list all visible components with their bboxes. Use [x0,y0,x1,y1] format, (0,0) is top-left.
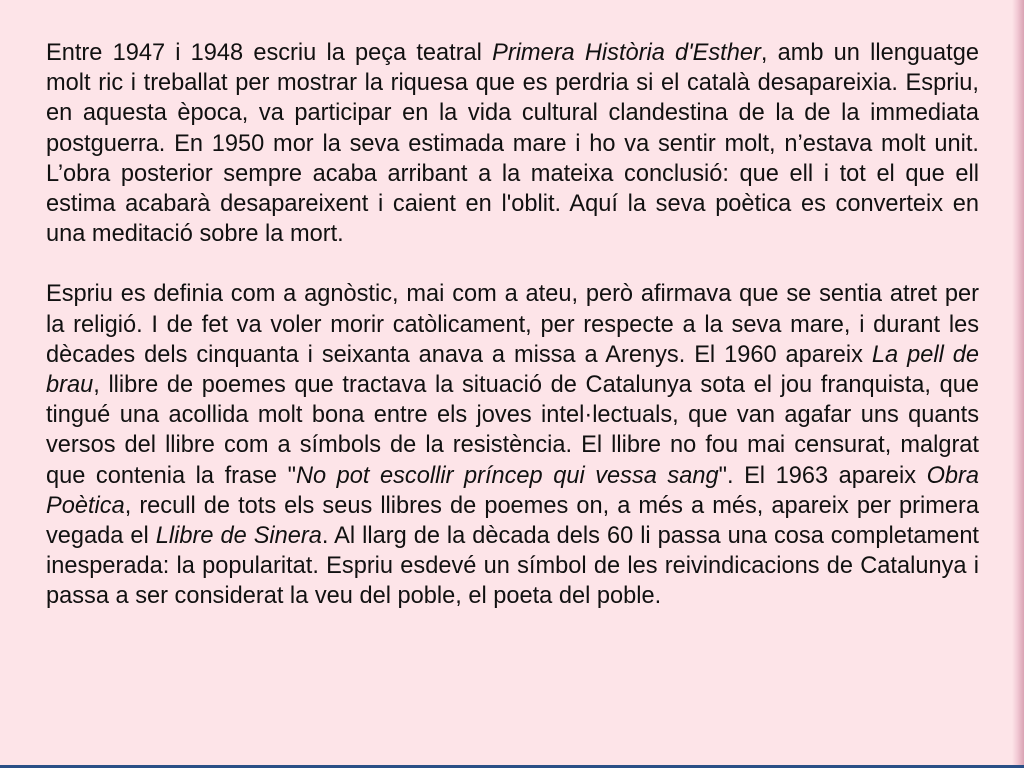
paragraph-2-segment-7: , recull de tots els seus llibres de poemes on, a més a més, apareix per primera vegada el [46,492,979,550]
title-la-pell-de-brau: La pell de brau [46,341,979,399]
paragraph-2-segment-3: , llibre de poemes que tractava la situació de Catalunya sota el jou franquista, que tingué una acollida molt bona entre els joves intel·lectuals, que van agafar uns quants versos del llibre com a símbols de la resistència. El llibre no fou mai censurat, malgrat que contenia la frase " [46,372,979,489]
quote-no-pot-escollir: No pot escollir príncep qui vessa sang [295,462,719,489]
paragraph-2-segment-1: Espriu es definia com a agnòstic, mai com a ateu, però afirmava que se sentia atret per la religió. I de fet va voler morir catòlicament, per respecte a la seva mare, i durant les dècades dels cinquanta i seixanta anava a missa a Arenys. El 1960 apareix [46,281,979,368]
body-text [46,38,979,612]
title-obra-poetica: Obra Poètica [46,462,980,519]
title-llibre-de-sinera: Llibre de Sinera [155,523,322,550]
paragraph-1-segment-3: , amb un llenguatge molt ric i treballat per mostrar la riquesa que es perdria si el català desapareixia. Espriu, en aquesta època, va participar en la vida cultural clandestina de la de la immediata postguerra. En 1950 mor la seva estimada mare i ho va sentir molt, n’estava molt unit. L’obra posterior sempre acaba arribant a la mateixa conclusió: que ell i tot el que ell estima acabarà desapareixent i caient en l'oblit. Aquí la seva poètica es converteix en una meditació sobre la mort. [46,40,979,248]
paragraph-1-segment-1: Entre 1947 i 1948 escriu la peça teatral [46,40,493,66]
paragraph-2 [46,279,979,611]
right-edge-shadow [1012,0,1024,768]
paragraph-2-segment-9: . Al llarg de la dècada dels 60 li passa una cosa completament inesperada: la popularitat. Espriu esdevé un símbol de les reivindicacions de Catalunya i passa a ser considerat la veu del poble, el poeta del poble. [46,523,979,610]
paragraph-1 [46,38,979,249]
paragraph-2-segment-5: ". El 1963 apareix [718,462,927,489]
title-primera-historia-d-esther: Primera Història d'Esther [492,40,761,66]
